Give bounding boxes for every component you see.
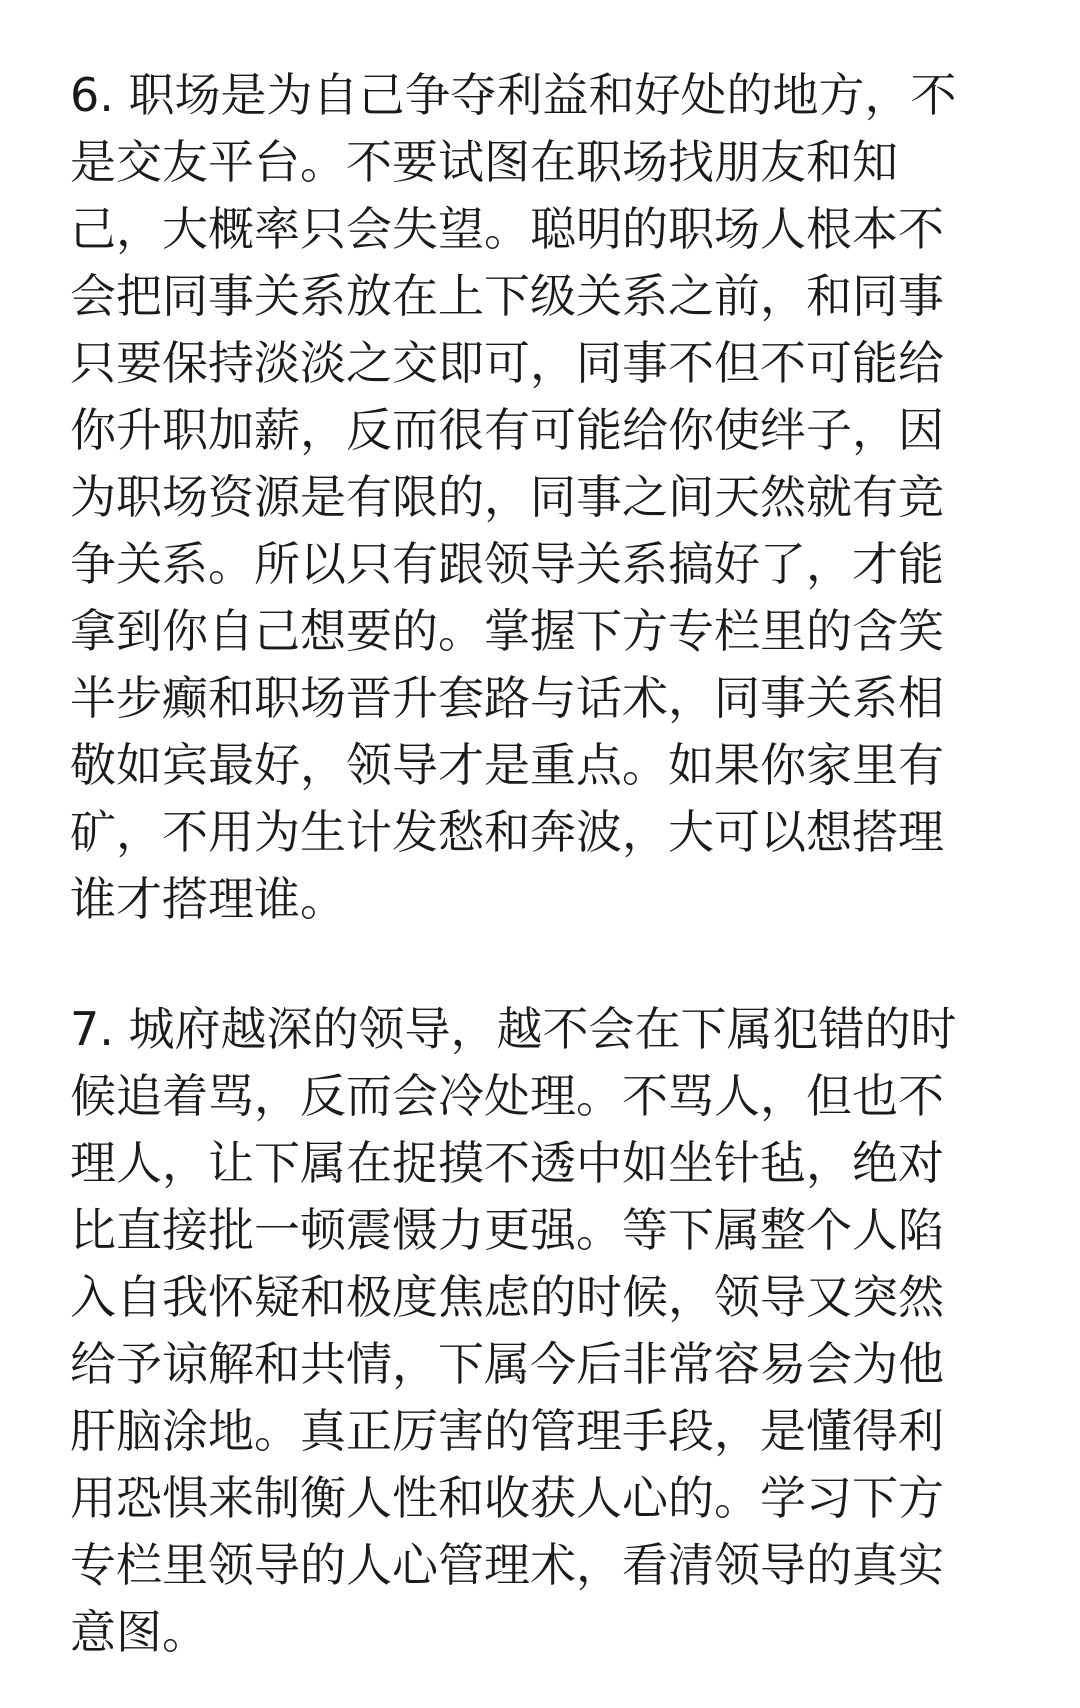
text-line: 争关系。所以只有跟领导关系搞好了，才能: [70, 537, 944, 591]
text-line: 用恐惧来制衡人性和收获人心的。学习下方: [70, 1471, 944, 1525]
text-line: 给予谅解和共情，下属今后非常容易会为他: [70, 1337, 944, 1391]
text-line: 7. 城府越深的领导，越不会在下属犯错的时: [70, 1002, 957, 1056]
text-line: 比直接批一顿震慑力更强。等下属整个人陷: [70, 1203, 944, 1257]
text-line: 只要保持淡淡之交即可，同事不但不可能给: [70, 336, 944, 390]
paragraph-6: [70, 62, 980, 933]
text-line: 为职场资源是有限的，同事之间天然就有竞: [70, 470, 944, 524]
text-line: 入自我怀疑和极度焦虑的时候，领导又突然: [70, 1270, 944, 1324]
text-line: 拿到你自己想要的。掌握下方专栏里的含笑: [70, 604, 944, 658]
text-line: 会把同事关系放在上下级关系之前，和同事: [70, 269, 944, 323]
text-line: 6. 职场是为自己争夺利益和好处的地方，不: [70, 68, 957, 122]
text-line: 己，大概率只会失望。聪明的职场人根本不: [70, 202, 944, 256]
text-line: 矿，不用为生计发愁和奔波，大可以想搭理: [70, 805, 944, 859]
text-line: 敬如宾最好，领导才是重点。如果你家里有: [70, 738, 944, 792]
text-line: 意图。: [70, 1605, 208, 1659]
text-line: 专栏里领导的人心管理术，看清领导的真实: [70, 1538, 944, 1592]
text-line: 理人，让下属在捉摸不透中如坐针毡，绝对: [70, 1136, 944, 1190]
text-line: 是交友平台。不要试图在职场找朋友和知: [70, 135, 898, 189]
text-line: 肝脑涂地。真正厉害的管理手段，是懂得利: [70, 1404, 944, 1458]
text-line: 候追着骂，反而会冷处理。不骂人，但也不: [70, 1069, 944, 1123]
text-line: 半步癫和职场晋升套路与话术，同事关系相: [70, 671, 944, 725]
text-line: 你升职加薪，反而很有可能给你使绊子，因: [70, 403, 944, 457]
paragraph-7: [70, 996, 980, 1666]
text-line: 谁才搭理谁。: [70, 872, 346, 926]
